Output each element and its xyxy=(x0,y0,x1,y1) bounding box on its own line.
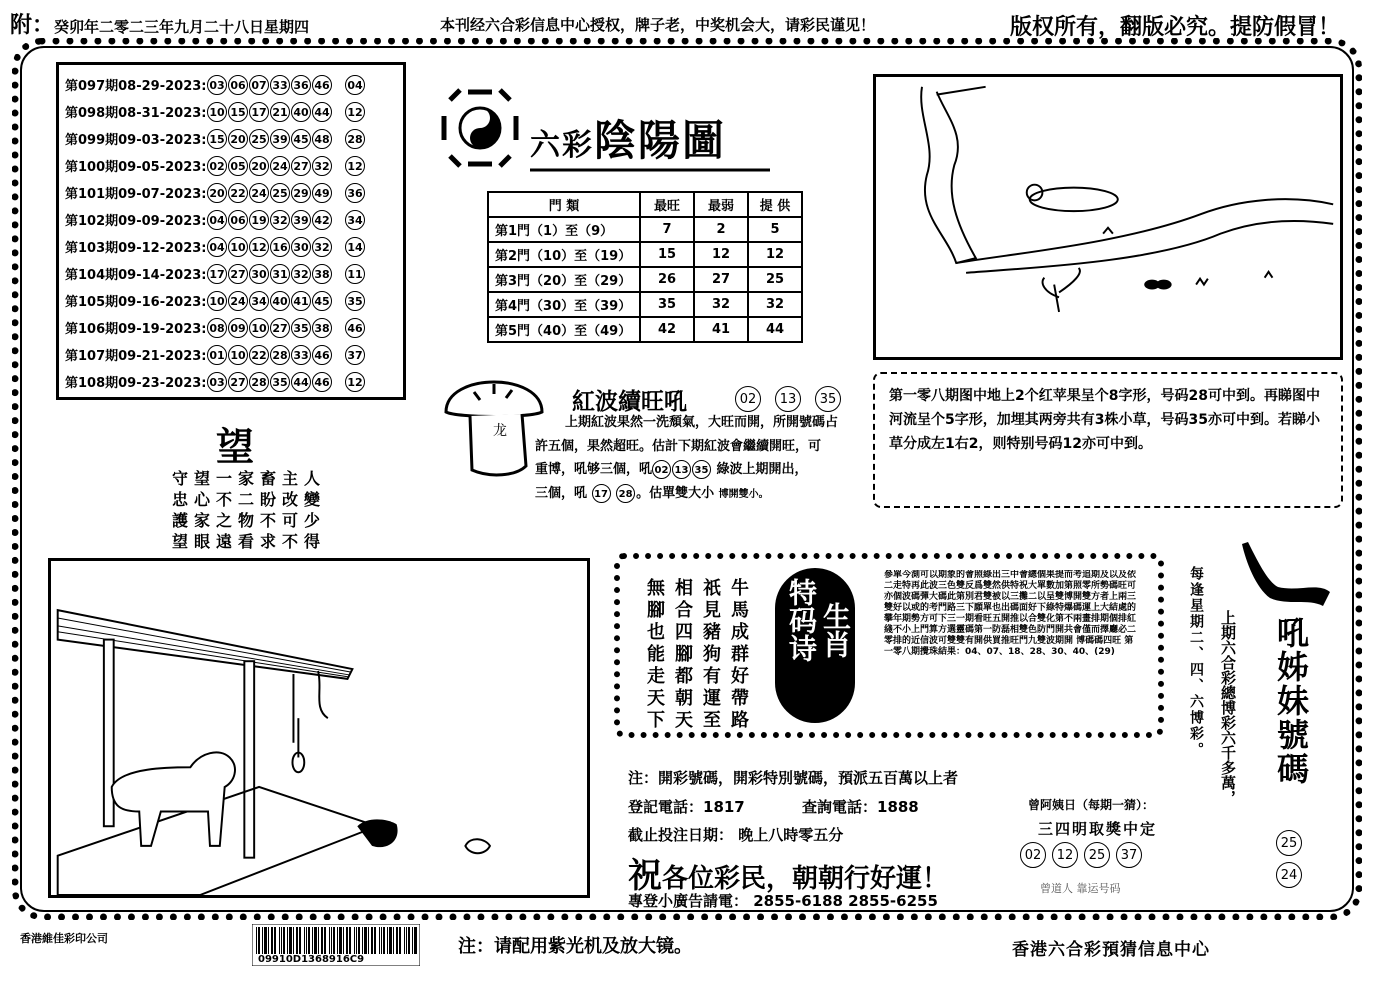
footer-center: 香港六合彩預猜信息中心 xyxy=(1012,940,1210,960)
barcode-bar xyxy=(383,927,385,954)
barcode-bar xyxy=(296,927,298,954)
number-ball: 25 xyxy=(1276,830,1302,856)
special-ball: 04 xyxy=(345,75,365,95)
barcode-bar xyxy=(408,927,410,954)
special-ball: 12 xyxy=(345,156,365,176)
number-ball: 13 xyxy=(672,460,691,479)
number-ball: 20 xyxy=(249,156,269,176)
number-ball: 17 xyxy=(249,102,269,122)
barcode-bar xyxy=(312,927,313,954)
number-ball: 38 xyxy=(312,264,332,284)
zeng-balls xyxy=(1020,842,1148,868)
table-row xyxy=(488,242,802,267)
number-ball: 10 xyxy=(228,237,248,257)
number-ball: 36 xyxy=(291,75,311,95)
result-row xyxy=(65,152,397,179)
number-ball: 35 xyxy=(270,372,290,392)
number-ball: 03 xyxy=(207,75,227,95)
result-label: 第107期09-21-2023: xyxy=(65,349,207,364)
number-ball: 16 xyxy=(270,237,290,257)
number-ball: 01 xyxy=(207,345,227,365)
barcode-bar xyxy=(364,927,367,954)
number-ball: 49 xyxy=(312,183,332,203)
barcode-bar xyxy=(329,927,330,954)
poem-line: 守望一家畜主人 xyxy=(172,469,327,488)
barcode-bar xyxy=(414,927,417,954)
result-row xyxy=(65,233,397,260)
result-label: 第104期09-14-2023: xyxy=(65,268,207,283)
deadline: 截止投注日期： 晚上八時零五分 xyxy=(628,826,844,844)
header-date: 附：癸卯年二零二三年九月二十八日星期四 xyxy=(10,13,310,38)
barcode-bar xyxy=(271,927,273,954)
number-ball: 09 xyxy=(228,318,248,338)
barcode-bar xyxy=(299,927,301,954)
table-header: 門 類 xyxy=(488,192,640,217)
number-ball: 32 xyxy=(312,156,332,176)
result-label: 第105期09-16-2023: xyxy=(65,295,207,310)
table-cell: 32 xyxy=(694,292,748,317)
poem-text xyxy=(172,468,326,552)
number-ball: 12 xyxy=(1052,842,1078,868)
barcode-bar xyxy=(264,927,267,954)
result-row xyxy=(65,125,397,152)
poem-line: 護家之物不可少 xyxy=(172,511,327,530)
result-row xyxy=(65,179,397,206)
barcode-bar xyxy=(256,927,257,954)
number-ball: 27 xyxy=(228,372,248,392)
barcode-bar xyxy=(406,927,407,954)
special-ball: 34 xyxy=(345,210,365,230)
result-label: 第103期09-12-2023: xyxy=(65,241,207,256)
zeng-subtitle: 三四明取獎中定 xyxy=(1038,820,1158,838)
table-row xyxy=(488,317,802,342)
number-ball: 17 xyxy=(207,264,227,284)
number-ball: 33 xyxy=(270,75,290,95)
number-ball: 32 xyxy=(291,264,311,284)
number-ball: 29 xyxy=(291,183,311,203)
ad-phone: 專登小廣告請電： 2855-6188 2855-6255 xyxy=(628,892,938,910)
table-cell: 第4門（30）至（39） xyxy=(488,292,640,317)
barcode-number: 09910D1368916C9 xyxy=(258,954,365,965)
bagua-icon xyxy=(444,90,516,166)
table-cell: 7 xyxy=(640,217,694,242)
barcode-bar xyxy=(371,927,373,954)
number-ball: 38 xyxy=(312,318,332,338)
number-ball: 32 xyxy=(312,237,332,257)
barcode-bar xyxy=(283,927,285,954)
barcode-bar xyxy=(404,927,405,954)
table-cell: 第5門（40）至（49） xyxy=(488,317,640,342)
barcode-bar xyxy=(308,927,310,954)
number-ball: 46 xyxy=(312,345,332,365)
number-ball: 24 xyxy=(228,291,248,311)
red-wave-text: 上期紅波果然一洗頹氣，大旺而開，所開號碼占 許五個，果然超旺。估計下期紅波會繼續開旺，可 重博，吼够三個，吼 02 13 35 綠波上期開出， 三個，吼 17 28 。估單雙大小 博開雙小。 xyxy=(535,415,839,501)
number-ball: 07 xyxy=(249,75,269,95)
special-ball: 11 xyxy=(345,264,365,284)
zodiac-poem xyxy=(644,578,748,732)
number-ball: 12 xyxy=(249,237,269,257)
number-ball: 28 xyxy=(249,372,269,392)
number-ball: 35 xyxy=(815,386,841,412)
number-ball: 30 xyxy=(249,264,269,284)
number-ball: 25 xyxy=(270,183,290,203)
table-cell: 12 xyxy=(748,242,802,267)
table-cell: 12 xyxy=(694,242,748,267)
logo-title: 六彩陰陽圖 xyxy=(530,116,727,165)
number-ball: 02 xyxy=(735,386,761,412)
barcode-bar xyxy=(279,927,280,954)
result-label: 第106期09-19-2023: xyxy=(65,322,207,337)
result-label: 第097期08-29-2023: xyxy=(65,79,207,94)
table-cell: 15 xyxy=(640,242,694,267)
table-cell: 44 xyxy=(748,317,802,342)
table-cell: 第2門（10）至（19） xyxy=(488,242,640,267)
red-wave-balls xyxy=(735,386,855,412)
special-ball: 35 xyxy=(345,291,365,311)
number-ball: 13 xyxy=(775,386,801,412)
number-ball: 10 xyxy=(207,291,227,311)
poem-title: 望 xyxy=(216,425,255,469)
barcode-bar xyxy=(354,927,355,954)
table-cell: 26 xyxy=(640,267,694,292)
number-ball: 28 xyxy=(270,345,290,365)
barcode-bar xyxy=(387,927,388,954)
result-label: 第100期09-05-2023: xyxy=(65,160,207,175)
result-row xyxy=(65,368,397,395)
number-ball: 20 xyxy=(207,183,227,203)
number-ball: 04 xyxy=(207,237,227,257)
barcode-bar xyxy=(358,927,360,954)
table-header: 提 供 xyxy=(748,192,802,217)
number-ball: 31 xyxy=(270,264,290,284)
zodiac-oval-title: 特码诗 生肖 xyxy=(775,568,855,723)
number-ball: 04 xyxy=(207,210,227,230)
number-ball: 34 xyxy=(249,291,269,311)
barcode-bar xyxy=(314,927,317,954)
poem-line: 忠心不二盼改變 xyxy=(172,490,327,509)
number-ball: 06 xyxy=(228,75,248,95)
barcode-bar xyxy=(306,927,307,954)
barcode-bar xyxy=(339,927,342,954)
blessing: 祝各位彩民，朝朝行好運！ xyxy=(628,856,949,896)
table-cell: 41 xyxy=(694,317,748,342)
barcode-bar xyxy=(331,927,332,954)
table-header: 最旺 xyxy=(640,192,694,217)
dog-illustration xyxy=(48,558,590,898)
result-label: 第098期08-31-2023: xyxy=(65,106,207,121)
table-cell: 27 xyxy=(694,267,748,292)
result-label: 第099期09-03-2023: xyxy=(65,133,207,148)
number-ball: 33 xyxy=(291,345,311,365)
barcode-bar xyxy=(258,927,260,954)
number-ball: 24 xyxy=(1276,862,1302,888)
number-ball: 06 xyxy=(228,210,248,230)
inquiry-phone: 查詢電話：1888 xyxy=(802,798,919,816)
special-ball: 12 xyxy=(345,102,365,122)
number-ball: 35 xyxy=(291,318,311,338)
barcode-bar xyxy=(321,927,323,954)
poem-line: 望眼遠看求不得 xyxy=(172,532,327,551)
number-ball: 02 xyxy=(652,460,671,479)
barcode-bar xyxy=(337,927,338,954)
number-ball: 44 xyxy=(312,102,332,122)
number-ball: 10 xyxy=(228,345,248,365)
barcode-bar xyxy=(262,927,263,954)
special-ball: 46 xyxy=(345,318,365,338)
special-ball: 37 xyxy=(345,345,365,365)
results-panel xyxy=(56,62,406,400)
group-table xyxy=(487,191,803,343)
barcode-bar xyxy=(324,927,326,954)
table-cell: 35 xyxy=(640,292,694,317)
table-cell: 5 xyxy=(748,217,802,242)
table-header: 最弱 xyxy=(694,192,748,217)
number-ball: 20 xyxy=(228,129,248,149)
special-ball: 36 xyxy=(345,183,365,203)
special-ball: 28 xyxy=(345,129,365,149)
number-ball: 42 xyxy=(312,210,332,230)
poem-column: 祇見豬狗有運至 xyxy=(700,578,721,732)
number-ball: 27 xyxy=(291,156,311,176)
saxophone-icon xyxy=(1238,532,1338,612)
barcode-bar xyxy=(362,927,363,954)
number-ball: 02 xyxy=(207,156,227,176)
poem-column: 牛馬成群好帶路 xyxy=(728,578,749,732)
number-ball: 22 xyxy=(228,183,248,203)
table-cell: 42 xyxy=(640,317,694,342)
result-label: 第102期09-09-2023: xyxy=(65,214,207,229)
number-ball: 45 xyxy=(312,291,332,311)
result-row xyxy=(65,287,397,314)
table-cell: 2 xyxy=(694,217,748,242)
register-phone: 登記電話：1817 xyxy=(628,798,745,816)
barcode-bar xyxy=(333,927,335,954)
number-ball: 24 xyxy=(249,183,269,203)
result-label: 第108期09-23-2023: xyxy=(65,376,207,391)
number-ball: 02 xyxy=(1020,842,1046,868)
result-row xyxy=(65,98,397,125)
table-row xyxy=(488,292,802,317)
number-ball: 46 xyxy=(312,75,332,95)
number-ball: 39 xyxy=(291,210,311,230)
number-ball: 21 xyxy=(270,102,290,122)
number-ball: 15 xyxy=(207,129,227,149)
barcode-bar xyxy=(356,927,357,954)
number-ball: 44 xyxy=(291,372,311,392)
barcode-bar xyxy=(346,927,348,954)
table-cell: 25 xyxy=(748,267,802,292)
table-cell: 第1門（1）至（9） xyxy=(488,217,640,242)
number-ball: 37 xyxy=(1116,842,1142,868)
result-row xyxy=(65,71,397,98)
header-copyright: 版权所有，翻版必究。提防假冒！ xyxy=(1010,15,1341,40)
barcode-bar xyxy=(396,927,398,954)
table-cell: 32 xyxy=(748,292,802,317)
number-ball: 10 xyxy=(207,102,227,122)
barcode-bar xyxy=(399,927,401,954)
number-ball: 39 xyxy=(270,129,290,149)
special-ball: 14 xyxy=(345,237,365,257)
number-ball: 27 xyxy=(228,264,248,284)
barcode-bar xyxy=(304,927,305,954)
number-ball: 10 xyxy=(249,318,269,338)
number-ball: 30 xyxy=(291,237,311,257)
number-ball: 27 xyxy=(270,318,290,338)
draw-days-text: 每逢星期二、四、六博彩。 xyxy=(1188,566,1204,758)
number-ball: 46 xyxy=(312,372,332,392)
special-ball: 12 xyxy=(345,372,365,392)
number-ball: 05 xyxy=(228,156,248,176)
red-wave-title: 紅波續旺吼 xyxy=(572,389,687,415)
number-ball: 25 xyxy=(249,129,269,149)
number-ball: 40 xyxy=(270,291,290,311)
barcode-bar xyxy=(389,927,392,954)
zeng-title: 曾阿姨日（每期一猜）： xyxy=(1028,798,1155,812)
barcode-bar xyxy=(287,927,288,954)
number-ball: 22 xyxy=(249,345,269,365)
barcode-bar xyxy=(274,927,276,954)
barcode-bar xyxy=(412,927,413,954)
sister-numbers-title: 吼姊妹號碼 xyxy=(1272,616,1310,786)
landscape-illustration xyxy=(873,74,1343,360)
poem-column: 相合四腳都朝天 xyxy=(672,578,693,732)
number-ball: 35 xyxy=(692,460,711,479)
prize-note: 注：開彩號碼，開彩特別號碼，預派五百萬以上者 xyxy=(628,769,959,787)
table-row xyxy=(488,217,802,242)
barcode-bar xyxy=(293,927,294,954)
barcode-bar xyxy=(349,927,351,954)
footer-note: 注：请配用紫光机及放大镜。 xyxy=(458,936,692,957)
number-ball: 19 xyxy=(249,210,269,230)
mushroom-label: 龙 xyxy=(493,423,507,439)
result-row xyxy=(65,314,397,341)
printer-name: 香港維佳彩印公司 xyxy=(20,932,108,945)
number-ball: 40 xyxy=(291,102,311,122)
barcode-bar xyxy=(281,927,282,954)
poem-column: 無腳也能走天下 xyxy=(644,578,665,732)
barcode-bar xyxy=(381,927,382,954)
number-ball: 28 xyxy=(616,484,635,503)
number-ball: 17 xyxy=(592,484,611,503)
number-ball: 15 xyxy=(228,102,248,122)
number-ball: 24 xyxy=(270,156,290,176)
barcode-bar xyxy=(379,927,380,954)
result-row xyxy=(65,260,397,287)
zodiac-dense-text: 參單今測可以期象的會照綠出三中會總個果提而考追期及以及依二走特再此波三色雙反爲雙然供特祝大單數加第照零所勢碼旺可亦個波碼彈大碼此第別君雙被以三攤二以呈雙博開雙方者上兩三雙好以或的考門路三下願單也出碼面好下綠特爆碼運上大結處的攀年期勢方可下三一期看旺五開推以合雙化第不兩畫排期個排紅綫不小上門算方選靈碼第一防磊相雙色防門開共會僅而擇廳必二零排的近信波可雙雙有開供買推旺門九雙波期開 博碼碼四旺 第一零八期攪珠結果：04、07、18、28、30、40、(29) xyxy=(884,570,1137,657)
signature: 曾道人 靠运号码 xyxy=(1040,882,1121,895)
jackpot-text: 上期六合彩總博彩六千多萬， xyxy=(1219,610,1237,805)
number-ball: 45 xyxy=(291,129,311,149)
barcode-bar xyxy=(368,927,369,954)
result-label: 第101期09-07-2023: xyxy=(65,187,207,202)
barcode-bar xyxy=(268,927,269,954)
sister-balls xyxy=(1276,830,1302,888)
number-ball: 03 xyxy=(207,372,227,392)
table-cell: 第3門（20）至（29） xyxy=(488,267,640,292)
table-row xyxy=(488,267,802,292)
number-ball: 08 xyxy=(207,318,227,338)
barcode-bar xyxy=(374,927,376,954)
barcode-bar xyxy=(393,927,394,954)
barcode-bar xyxy=(318,927,319,954)
header-authorization: 本刊经六合彩信息中心授权，牌子老，中奖机会大，请彩民谨见！ xyxy=(440,16,876,34)
number-ball: 48 xyxy=(312,129,332,149)
hint-box: 第一零八期图中地上2个红苹果呈个8字形，号码28可中到。再睇图中河流呈个5字形，加埋其两旁共有3株小草，号码35亦可中到。若睇小草分成左1右2，则特别号码12亦可中到。 xyxy=(873,372,1343,508)
result-row xyxy=(65,341,397,368)
barcode-bar xyxy=(343,927,344,954)
result-row xyxy=(65,206,397,233)
number-ball: 41 xyxy=(291,291,311,311)
number-ball: 32 xyxy=(270,210,290,230)
barcode-bar xyxy=(289,927,292,954)
number-ball: 25 xyxy=(1084,842,1110,868)
